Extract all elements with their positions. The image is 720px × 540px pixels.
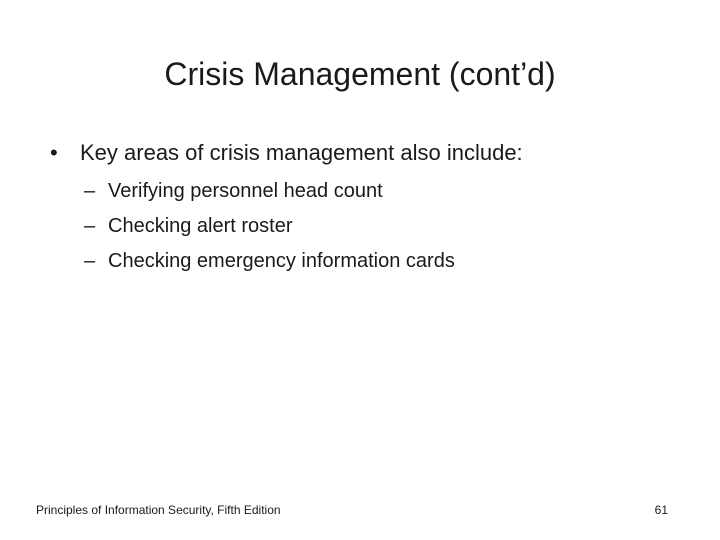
dash-marker: –	[84, 250, 96, 272]
dash-marker: –	[84, 215, 96, 237]
sub-bullet-text: Checking alert roster	[108, 215, 293, 237]
bullet-marker: •	[50, 140, 58, 165]
footer-book-title: Principles of Information Security, Fifth Edition	[36, 503, 281, 517]
bullet-text: Key areas of crisis management also include:	[80, 140, 523, 165]
sub-bullet-item	[84, 174, 690, 209]
dash-marker: –	[84, 180, 96, 202]
sub-bullet-item	[84, 244, 690, 279]
sub-bullet-text: Verifying personnel head count	[108, 180, 383, 202]
page-number: 61	[654, 503, 668, 517]
sub-bullet-text: Checking emergency information cards	[108, 250, 455, 272]
slide-title: Crisis Management (cont’d)	[164, 56, 556, 92]
slide-content	[50, 136, 690, 279]
sub-bullet-item	[84, 209, 690, 244]
bullet-item	[50, 136, 690, 170]
sub-bullet-list	[50, 174, 690, 279]
